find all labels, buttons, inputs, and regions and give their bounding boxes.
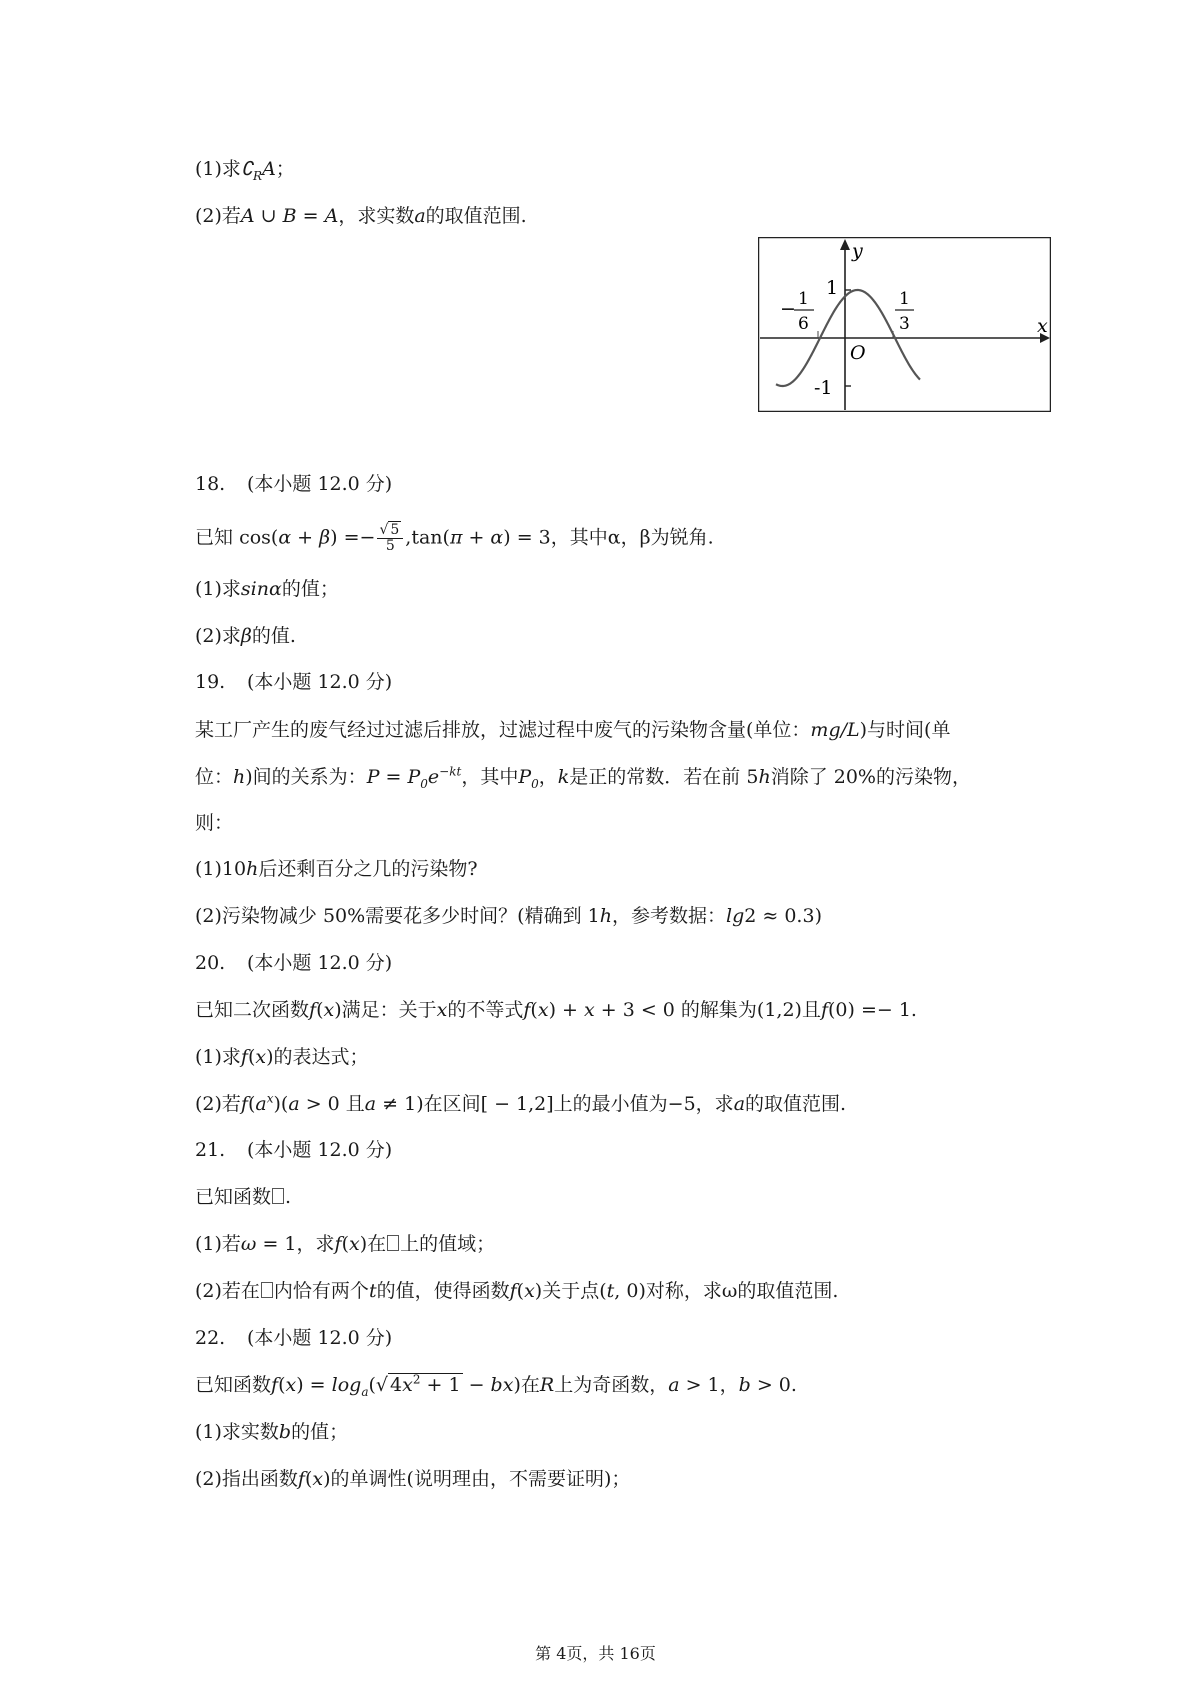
q21-part1: (1)若ω = 1，求f(x)在 上的值域；: [195, 1233, 496, 1255]
q20-part2: (2)若$f(a^x)(a > 0$ 且a ≠ 1)在区间[ − 1,2]上的最小值为−5，求a的取值范围.: [195, 1091, 847, 1115]
q18-header: 18. (本小题 12.0 分): [195, 473, 393, 495]
q19-part2: (2)污染物减少 50%需要花多少时间？(精确到 1h，参考数据：lg2 ≈ 0.3): [195, 905, 822, 927]
q18-part2: (2)求β的值.: [195, 625, 296, 647]
q18-stem: 已知 cos(α + β) =− $\frac{√ 5}{5}$ ,tan(π + α) = 3，其中α，β为锐角.: [195, 522, 714, 554]
q19-part1: (1)10h后还剩百分之几的污染物?: [195, 858, 478, 880]
right-point-den: 3: [899, 314, 910, 334]
y-axis-label: y: [852, 240, 863, 262]
left-point-den: 6: [798, 314, 809, 334]
q19-stem-line1: 某工厂产生的废气经过过滤后排放，过滤过程中废气的污染物含量(单位：mg/L)与时间(单: [195, 719, 951, 741]
q21-part2: (2)若在 内恰有两个t的值，使得函数f(x)关于点(t, 0)对称，求ω的取值范围.: [195, 1280, 839, 1302]
left-point-num: 1: [798, 289, 809, 309]
missing-interval-placeholder: [387, 1235, 399, 1251]
right-point-num: 1: [899, 289, 910, 309]
q22-part2: (2)指出函数f(x)的单调性(说明理由，不需要证明)；: [195, 1468, 631, 1490]
y-min-label: -1: [814, 377, 833, 399]
q22-part1: (1)求实数b的值；: [195, 1421, 349, 1443]
missing-interval-placeholder: [261, 1282, 273, 1298]
y-max-label: 1: [826, 277, 839, 299]
q19-stem-line2: 位：h)间的关系为：$P = P_0e^{-kt}$，其中$P_0$，k是正的常数．若在前 5h消除了 20%的污染物，: [195, 764, 971, 791]
q20-header: 20. (本小题 12.0 分): [195, 952, 393, 974]
missing-formula-placeholder: [272, 1188, 284, 1204]
q20-part1: (1)求f(x)的表达式；: [195, 1046, 369, 1068]
q21-stem: 已知函数 .: [195, 1186, 292, 1208]
q19-stem-line3: 则：: [195, 812, 234, 834]
x-axis-label: x: [1037, 315, 1048, 337]
q17-part1: (1)求$∁_RA$；: [195, 158, 295, 183]
q20-stem: 已知二次函数f(x)满足：关于x的不等式f(x) + x + 3 < 0 的解集为(1,2)且f(0) =− 1.: [195, 999, 917, 1021]
q21-header: 21. (本小题 12.0 分): [195, 1139, 393, 1161]
origin-label: O: [850, 342, 866, 364]
q22-stem: 已知函数$f(x) = \log_a(√$ $4x^2 + 1 - bx$)在R上为奇函数，a > 1，b > 0.: [195, 1372, 797, 1399]
q19-header: 19. (本小题 12.0 分): [195, 671, 393, 693]
left-point-minus: −: [780, 298, 796, 320]
q22-header: 22. (本小题 12.0 分): [195, 1327, 393, 1349]
q17-part2: (2)若A ∪ B = A，求实数a的取值范围.: [195, 205, 527, 227]
page-footer: 第 4页，共 16页: [535, 1644, 656, 1663]
q18-part1: (1)求sinα的值；: [195, 578, 339, 600]
sine-graph-figure: [758, 237, 1051, 412]
